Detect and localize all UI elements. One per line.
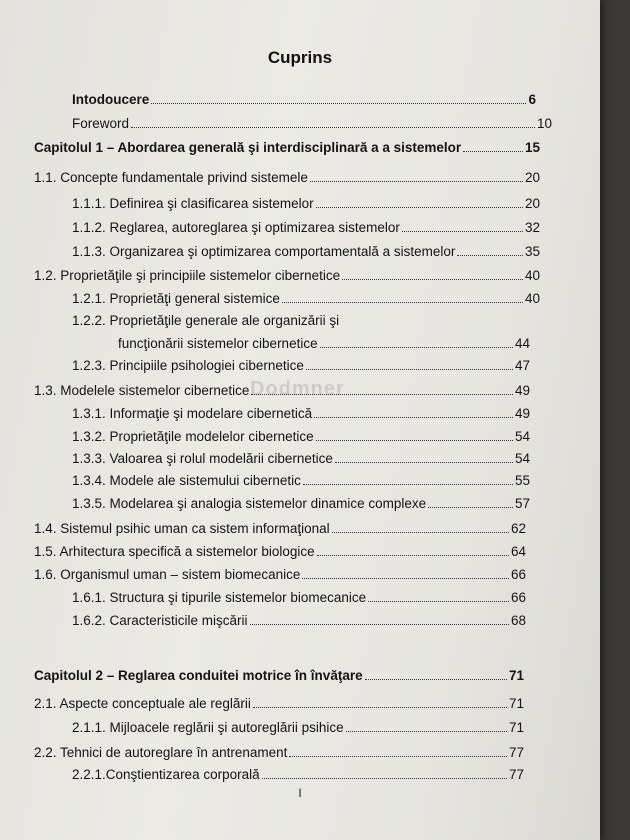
watermark: Dodmner	[250, 378, 345, 400]
toc-entry-page: 54	[514, 451, 530, 466]
toc-leader-dots	[310, 180, 523, 182]
toc-entry-page: 71	[508, 668, 524, 683]
toc-entry-title: 1.1. Concepte fundamentale privind sistemele	[34, 170, 308, 185]
toc-entry	[72, 313, 540, 328]
toc-entry	[34, 696, 524, 711]
toc-entry-title: 1.1.2. Reglarea, autoreglarea şi optimizarea sistemelor	[72, 220, 400, 235]
toc-leader-dots	[253, 706, 507, 708]
toc-entry-title: 1.6.1. Structura şi tipurile sistemelor biomecanice	[72, 590, 367, 605]
toc-entry-page: 47	[514, 358, 530, 373]
toc-leader-dots	[402, 230, 523, 232]
toc-entry-page: 62	[510, 521, 526, 536]
page-number: I	[298, 786, 302, 800]
toc-entry-page: 57	[514, 496, 530, 511]
toc-leader-dots	[320, 346, 513, 348]
toc-entry-title: 1.2.2. Proprietăţile generale ale organizării şi	[72, 313, 340, 328]
toc-entry-title: 1.3.3. Valoarea şi rolul modelării cibernetice	[72, 451, 333, 466]
toc-leader-dots	[332, 531, 509, 533]
toc-entry	[34, 567, 526, 582]
toc-entry-title: 1.5. Arhitectura specifică a sistemelor biologice	[34, 544, 315, 559]
toc-entry-page: 44	[514, 336, 530, 351]
toc-leader-dots	[316, 439, 513, 441]
toc-leader-dots	[368, 600, 509, 602]
toc-entry-page: 66	[510, 567, 526, 582]
toc-entry-title: 1.1.1. Definirea şi clasificarea sistemelor	[72, 196, 314, 211]
toc-entry-title: Intodoucere	[72, 92, 150, 107]
toc-entry-page: 32	[524, 220, 540, 235]
toc-entry-title: 1.3.5. Modelarea şi analogia sistemelor dinamice complexe	[72, 496, 427, 511]
toc-entry	[72, 590, 526, 605]
toc-leader-dots	[262, 777, 507, 779]
toc-chapter-entry	[34, 668, 524, 683]
toc-entry-page: 40	[524, 291, 540, 306]
toc-entry-title: 1.6. Organismul uman – sistem biomecanice	[34, 567, 301, 582]
toc-entry-title: 1.3.4. Modele ale sistemului cibernetic	[72, 473, 301, 488]
toc-entry-page: 49	[514, 406, 530, 421]
toc-entry-page: 55	[514, 473, 530, 488]
toc-entry-page: 66	[510, 590, 526, 605]
toc-entry	[72, 720, 524, 735]
toc-entry	[72, 767, 524, 782]
toc-entry-page: 54	[514, 429, 530, 444]
toc-entry-title: Capitolul 2 – Reglarea conduitei motrice în învăţare	[34, 668, 363, 683]
toc-entry	[118, 336, 530, 351]
toc-entry	[72, 220, 540, 235]
toc-entry	[72, 116, 552, 131]
toc-entry	[72, 196, 540, 211]
toc-entry-title: 1.2. Proprietăţile şi principiile sistemelor cibernetice	[34, 268, 341, 283]
toc-leader-dots	[250, 623, 509, 625]
toc-entry-page: 20	[524, 196, 540, 211]
toc-entry-title: 2.1.1. Mijloacele reglării şi autoreglării psihice	[72, 720, 344, 735]
toc-leader-dots	[314, 416, 513, 418]
toc-entry-page: 64	[510, 544, 526, 559]
toc-entry-page: 10	[536, 116, 552, 131]
toc-leader-dots	[365, 678, 507, 680]
toc-leader-dots	[463, 150, 523, 152]
toc-leader-dots	[306, 368, 513, 370]
toc-entry	[72, 429, 530, 444]
toc-entry-title: 2.2. Tehnici de autoreglare în antrenament	[34, 745, 288, 760]
toc-leader-dots	[317, 554, 509, 556]
toc-chapter-entry	[34, 140, 540, 155]
toc-entry-title: 1.3.1. Informaţie şi modelare cibernetică	[72, 406, 313, 421]
toc-entry-title: 2.1. Aspecte conceptuale ale reglării	[34, 696, 251, 711]
toc-entry-title: 1.4. Sistemul psihic uman ca sistem informaţional	[34, 521, 330, 536]
toc-entry	[34, 268, 540, 283]
toc-leader-dots	[151, 102, 526, 104]
toc-entry	[34, 383, 530, 398]
toc-leader-dots	[342, 278, 523, 280]
toc-chapter-entry	[72, 92, 536, 107]
toc-leader-dots	[428, 506, 513, 508]
toc-entry-page: 71	[508, 720, 524, 735]
toc-entry-page: 35	[524, 244, 540, 259]
toc-entry-title: 1.3. Modelele sistemelor cibernetice	[34, 383, 250, 398]
toc-leader-dots	[303, 483, 513, 485]
toc-leader-dots	[346, 730, 507, 732]
toc-entry	[34, 544, 526, 559]
toc-entry-page: 71	[508, 696, 524, 711]
toc-leader-dots	[251, 393, 513, 395]
toc-entry-title: funcţionării sistemelor cibernetice	[118, 336, 318, 351]
toc-leader-dots	[302, 577, 509, 579]
toc-entry	[72, 244, 540, 259]
toc-leader-dots	[289, 755, 507, 757]
toc-entry-page: 20	[524, 170, 540, 185]
toc-entry	[34, 745, 524, 760]
toc-entry	[34, 521, 526, 536]
toc-entry-title: 1.6.2. Caracteristicile mişcării	[72, 613, 248, 628]
toc-entry	[72, 406, 530, 421]
toc-entry-title: 1.2.3. Principiile psihologiei cibernetice	[72, 358, 304, 373]
toc-entry	[72, 473, 530, 488]
toc-entry	[34, 170, 540, 185]
toc-leader-dots	[316, 206, 523, 208]
toc-entry-page: 6	[528, 92, 536, 107]
toc-leader-dots	[335, 461, 513, 463]
toc-leader-dots	[282, 301, 523, 303]
toc-entry-page: 40	[524, 268, 540, 283]
toc-entry-page: 77	[508, 745, 524, 760]
toc-entry-page: 68	[510, 613, 526, 628]
toc-entry-title: 2.2.1.Conştientizarea corporală	[72, 767, 260, 782]
toc-entry-title: 1.2.1. Proprietăţi general sistemice	[72, 291, 280, 306]
toc-entry	[72, 358, 530, 373]
toc-entry	[72, 451, 530, 466]
toc-leader-dots	[457, 254, 523, 256]
toc-entry-title: Foreword	[72, 116, 130, 131]
toc-entry-page: 49	[514, 383, 530, 398]
toc-entry	[72, 613, 526, 628]
toc-entry-page: 77	[508, 767, 524, 782]
toc-entry-title: 1.1.3. Organizarea şi optimizarea comportamentală a sistemelor	[72, 244, 456, 259]
toc-entry	[72, 496, 530, 511]
toc-entry-page: 15	[524, 140, 540, 155]
toc-entry	[72, 291, 540, 306]
page-title: Cuprins	[267, 48, 333, 67]
toc-entry-title: 1.3.2. Proprietăţile modelelor cibernetice	[72, 429, 314, 444]
toc-entry-title: Capitolul 1 – Abordarea generală şi interdisciplinară a a sistemelor	[34, 140, 462, 155]
toc-leader-dots	[131, 126, 535, 128]
